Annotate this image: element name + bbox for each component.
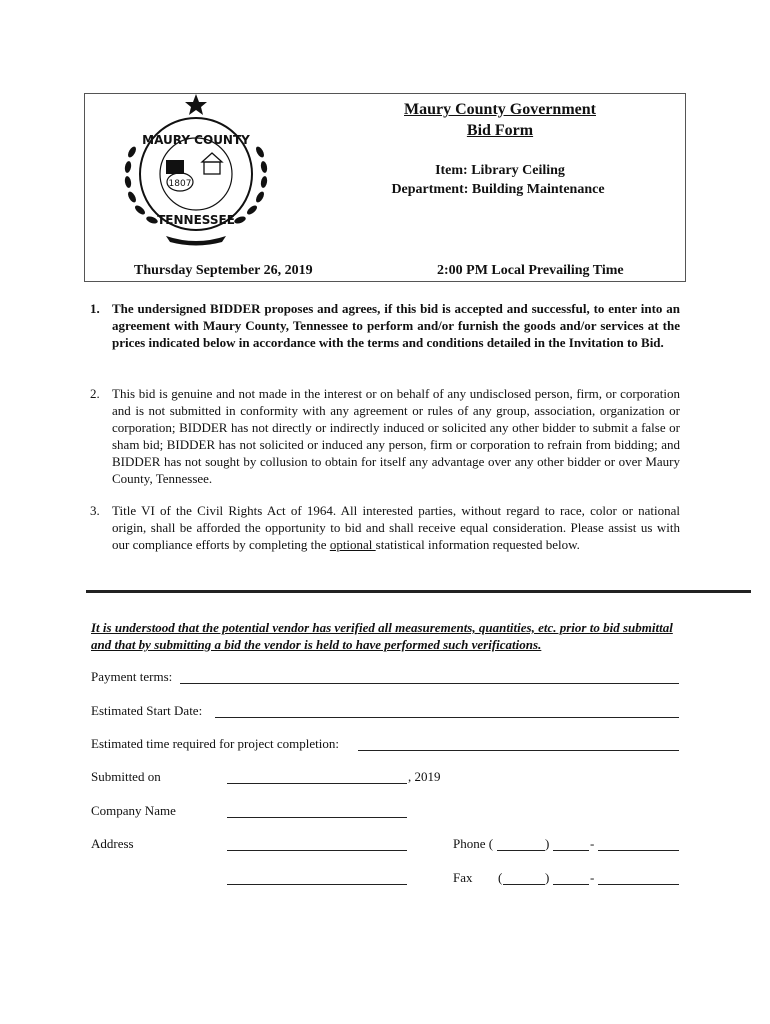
paragraph-2: [90, 385, 680, 487]
paragraph-text: [112, 502, 680, 553]
completion-time-field[interactable]: [358, 750, 679, 751]
county-seal-icon: [116, 92, 276, 247]
document-title: Maury County Government: [404, 101, 596, 118]
phone-prefix-field[interactable]: [553, 850, 589, 851]
completion-time-label: Estimated time required for project completion:: [91, 736, 340, 751]
paragraph-3: [90, 502, 680, 553]
submitted-on-label: Submitted on: [91, 769, 161, 784]
phone-paren-close: ): [545, 836, 550, 851]
fax-number-field[interactable]: [598, 884, 679, 885]
phone-area-code-field[interactable]: [497, 850, 545, 851]
company-name-field[interactable]: [227, 817, 407, 818]
bid-time: 2:00 PM Local Prevailing Time: [437, 263, 624, 278]
paragraph-number: 2.: [90, 386, 100, 401]
paragraph-number: 1.: [90, 301, 100, 316]
year-suffix: , 2019: [408, 769, 441, 784]
phone-number-field[interactable]: [598, 850, 679, 851]
verification-notice: It is understood that the potential vendor has verified all measurements, quantities, etc. prior to bid submittal and that by submitting a bid the vendor is held to have performed such verifications.: [91, 620, 673, 652]
paragraph-text-start: Title VI of the Civil Rights Act of 1964. All interested parties, without regard to race, color or national origin, shall be afforded the opportunity to bid and shall receive equal consideration. Please assist us with our compliance efforts by completing the: [112, 503, 680, 552]
payment-terms-field[interactable]: [180, 683, 679, 684]
fax-paren-close: ): [545, 870, 550, 885]
paragraph-text: This bid is genuine and not made in the interest or on behalf of any undisclosed person, firm, or corporation and is not submitted in conformity with any agreement or rules of any group, association, organization or corporation; BIDDER has not directly or indirectly induced or solicited any other bidder to submit a false or sham bid; BIDDER has not solicited or induced any person, firm or corporation to refrain from bidding; and BIDDER has not sought by collusion to obtain for itself any advantage over any other bidder or over Maury County, Tennessee.: [112, 386, 680, 486]
seal-year: 1807: [168, 179, 192, 189]
document-subtitle: Bid Form: [466, 122, 534, 139]
fax-label: Fax: [453, 870, 473, 885]
section-divider: [86, 590, 751, 593]
paragraph-1: [90, 300, 680, 351]
submitted-on-field[interactable]: [227, 783, 407, 784]
fax-dash: -: [590, 870, 595, 885]
phone-dash: -: [590, 836, 595, 851]
start-date-label: Estimated Start Date:: [91, 703, 203, 718]
seal-text-bottom: TENNESSEE: [157, 213, 235, 227]
optional-word: optional: [329, 537, 376, 552]
paragraph-text: The undersigned BIDDER proposes and agrees, if this bid is accepted and successful, to enter into an agreement with Maury County, Tennessee to perform and/or furnish the goods and/or services at the prices indicated below in accordance with the terms and conditions detailed in the Invitation to Bid.: [112, 301, 680, 350]
address-line-1-field[interactable]: [227, 850, 407, 851]
phone-label: Phone (: [453, 836, 494, 851]
seal-text-top: MAURY COUNTY: [142, 133, 250, 147]
fax-area-code-field[interactable]: [503, 884, 545, 885]
bid-department: Department: Building Maintenance: [391, 182, 605, 197]
bid-item: Item: Library Ceiling: [435, 163, 565, 178]
paragraph-number: 3.: [90, 503, 100, 518]
paragraph-text-end: statistical information requested below.: [375, 537, 580, 552]
address-line-2-field[interactable]: [227, 884, 407, 885]
payment-terms-label: Payment terms:: [91, 669, 173, 684]
bid-date: Thursday September 26, 2019: [134, 263, 313, 278]
fax-paren-open: (: [498, 870, 503, 885]
fax-prefix-field[interactable]: [553, 884, 589, 885]
company-name-label: Company Name: [91, 803, 176, 818]
start-date-field[interactable]: [215, 717, 679, 718]
address-label: Address: [91, 836, 134, 851]
